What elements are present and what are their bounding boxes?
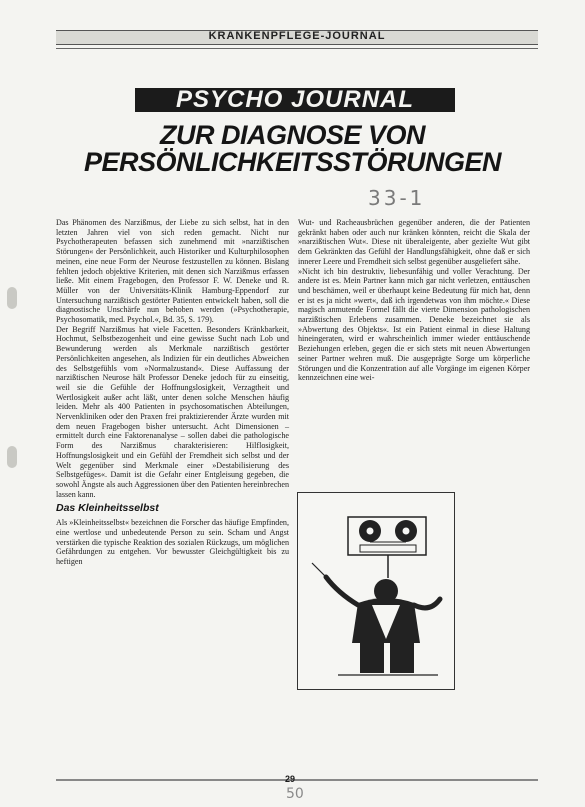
section-title: PSYCHO JOURNAL	[175, 86, 415, 113]
footer-rule	[56, 779, 538, 781]
header-rule	[56, 48, 538, 49]
column-right	[298, 218, 530, 383]
left-paragraph-3: Als »Kleinheitsselbst« bezeichnen die Forscher das häufige Empfinden, eine wertlose und unbedeutende Person zu sein. Scham und Angst verstärken die typische Reaktion des sozialen Rückzugs, um möglichen Gefährdungen zu entgehen. Vor bewusster Gleichgültigkeit bis zu heftigen	[56, 518, 289, 566]
left-paragraph-1: Das Phänomen des Narzißmus, der Liebe zu sich selbst, hat in den letzten Jahren viel von sich reden gemacht. Nicht nur Psychotherapeuten befassen sich zunehmend mit »narzißtischen Störungen« der Persönlichkeit, auch Historiker und Kulturphilosophen meinen, eine neue Form der Neurose festzustellen zu können. Bislang fehlten jedoch objektive Kriterien, mit denen sich Narzißmus erfassen ließe. Mit einem Fragebogen, den Professor F. W. Deneke und R. Müller von der Universitäts-Klinik Hamburg-Eppendorf zur Untersuchung narzißtisch gestörter Patienten entwickelt haben, soll die diagnostische Unschärfe nun behoben werden (»Psychotherapie, Psychosomatik, med. Psychol.«, Bd. 35, S. 179).	[56, 218, 289, 325]
journal-header	[56, 30, 538, 45]
handwritten-note: 33-1	[368, 186, 426, 210]
page-number: 29	[285, 774, 296, 784]
conductor-right-arm	[414, 599, 440, 608]
illustration-frame	[297, 492, 455, 690]
conductor-left-leg	[360, 643, 384, 673]
right-paragraph-2: »Nicht ich bin destruktiv, liebesunfähig und voller Verachtung. Der andere ist es. Mein Partner kann mich gar nicht verletzen, enttäuschen und beschämen, weil er überhaupt keine Bedeutung für mich hat, denn er ist es ja nicht »wert«, daß ich irgendetwas von ihm möchte.« Diese magisch anmutende Formel fällt die vierte Dimension pathologischen narzißtischen Erlebens zusammen. Deneke bezeichnet sie als »Abwertung des Objekts«. Ist ein Patient einmal in diese Haltung hineingeraten, wird er wahrscheinlich immer wieder enttäuschende Beziehungen erleben, gegen die er sich stets mit neuen Abwertungen seiner Partner wehren muß. Die ausgeprägte Sorge um körperliche Störungen und die Konzentration auf alle Vorgänge im eigenen Körper kennzeichnen eine wei-	[298, 266, 530, 383]
journal-title: KRANKENPFLEGE-JOURNAL	[208, 30, 386, 42]
subheading-kleinheitsselbst: Das Kleinheitsselbst	[56, 502, 159, 515]
left-paragraph-2: Der Begriff Narzißmus hat viele Facetten. Besonders Kränkbarkeit, Hochmut, Selbstbezogenheit und eine gewisse Sucht nach Lob und Bewunderung werden als Merkmale narzißtisch gestörter Persönlichkeiten angesehen, als Indizien für ein deutliches Abweichen des Selbstgefühls vom »Normalzustand«. Diese Auffassung der narzißtischen Neurose hält Professor Deneke jedoch für zu einseitig, weil sie die Gefühle der Hoffnungslosigkeit, Verzagtheit und Wertlosigkeit außer acht läßt, unter denen solche Menschen häufig leiden. Mehr als 400 Patienten in psychosomatischen Abteilungen, Nervenkliniken oder den Praxen frei praktizierender Ärzte wurden mit dem neuen Fragebogen bisher untersucht. Acht Dimensionen – ermittelt durch eine Faktorenanalyse – sollen dabei die pathologische Form des Narzißmus charakterisieren: Hilflosigkeit, Hoffnungslosigkeit und ein Gefühl der Fremdheit sich selbst und der Welt gegenüber sind Merkmale einer »Destabilisierung des Selbstgefüges«. Damit ist die Gefahr einer Entgleisung gegeben, die sowohl Ängste als auch Aggressionen über den Patienten hereinbrechen lassen kann.	[56, 324, 289, 499]
tape-recorder-controls	[360, 545, 416, 552]
right-paragraph-1: Wut- und Racheausbrüchen gegenüber anderen, die der Patienten gekränkt haben oder auch nur kränken könnten, reicht die Skala der »narzißtischen Wut«. Diese nit überaleigente, aber gezielte Wut gibt dem Gekränkten das Gefühl der Handlungsfähigkeit, ohne daß er sich innerer Leere und Fremdheit sich selbst gegenüber ausgeliefert sähe.	[298, 218, 530, 266]
punch-hole-top	[7, 287, 17, 309]
conductor-tape-illustration	[298, 493, 454, 689]
tape-reel-right-hub	[403, 528, 410, 535]
headline-line-2: PERSÖNLICHKEITSSTÖRUNGEN	[83, 147, 502, 177]
section-banner	[135, 88, 455, 112]
tape-reel-left-hub	[367, 528, 374, 535]
column-left	[56, 218, 289, 567]
conductor-right-leg	[390, 643, 414, 673]
punch-hole-bottom	[7, 446, 17, 468]
conductor-baton	[312, 563, 326, 577]
conductor-left-arm	[326, 577, 358, 605]
handwritten-footer-note: 50	[286, 786, 304, 802]
headline-line-1: ZUR DIAGNOSE VON	[159, 120, 426, 150]
